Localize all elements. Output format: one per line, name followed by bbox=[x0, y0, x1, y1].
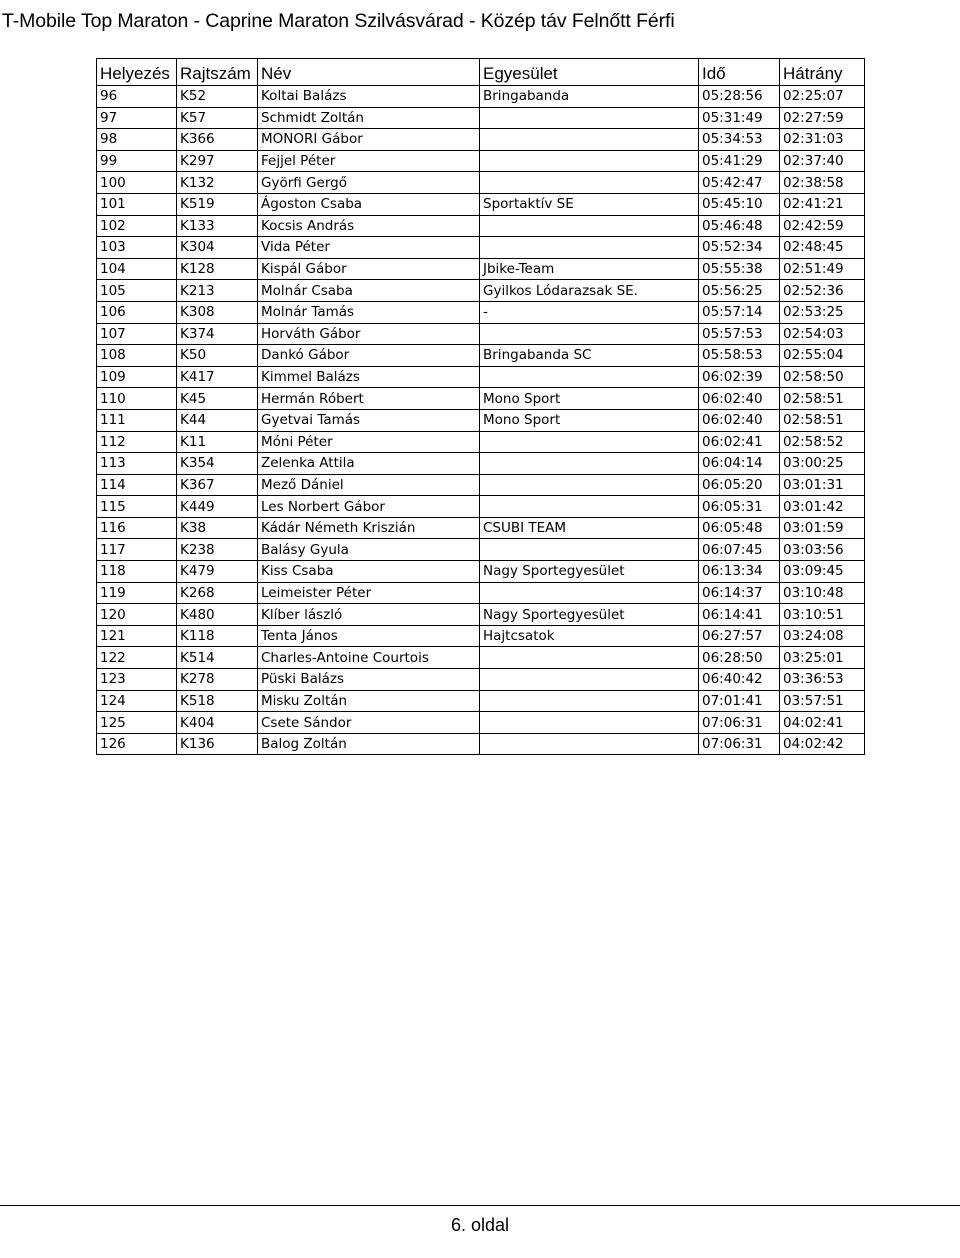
cell-position: 120 bbox=[97, 604, 177, 626]
cell-gap: 02:31:03 bbox=[780, 129, 865, 151]
table-row bbox=[97, 129, 865, 151]
cell-name: Kádár Németh Kriszián bbox=[258, 517, 480, 539]
cell-bib: K308 bbox=[177, 301, 258, 323]
cell-bib: K514 bbox=[177, 647, 258, 669]
table-row bbox=[97, 301, 865, 323]
cell-name: MONORI Gábor bbox=[258, 129, 480, 151]
cell-time: 05:58:53 bbox=[699, 345, 780, 367]
cell-gap: 02:58:50 bbox=[780, 366, 865, 388]
cell-name: Móni Péter bbox=[258, 431, 480, 453]
table-row bbox=[97, 86, 865, 108]
cell-club bbox=[480, 237, 699, 259]
cell-name: Vida Péter bbox=[258, 237, 480, 259]
cell-club: Bringabanda SC bbox=[480, 345, 699, 367]
cell-gap: 02:27:59 bbox=[780, 107, 865, 129]
cell-club bbox=[480, 366, 699, 388]
cell-position: 122 bbox=[97, 647, 177, 669]
cell-name: Molnár Tamás bbox=[258, 301, 480, 323]
cell-position: 104 bbox=[97, 258, 177, 280]
cell-bib: K480 bbox=[177, 604, 258, 626]
cell-time: 05:57:14 bbox=[699, 301, 780, 323]
table-row bbox=[97, 366, 865, 388]
cell-time: 05:28:56 bbox=[699, 86, 780, 108]
cell-time: 06:02:40 bbox=[699, 409, 780, 431]
table-row bbox=[97, 474, 865, 496]
cell-club: Jbike-Team bbox=[480, 258, 699, 280]
cell-name: Balog Zoltán bbox=[258, 733, 480, 755]
cell-bib: K133 bbox=[177, 215, 258, 237]
cell-gap: 03:00:25 bbox=[780, 453, 865, 475]
cell-time: 06:05:31 bbox=[699, 496, 780, 518]
cell-gap: 02:25:07 bbox=[780, 86, 865, 108]
cell-name: Charles-Antoine Courtois bbox=[258, 647, 480, 669]
cell-club: Nagy Sportegyesület bbox=[480, 604, 699, 626]
table-row bbox=[97, 733, 865, 755]
cell-time: 05:45:10 bbox=[699, 193, 780, 215]
cell-position: 121 bbox=[97, 625, 177, 647]
table-row bbox=[97, 215, 865, 237]
table-row bbox=[97, 539, 865, 561]
cell-position: 98 bbox=[97, 129, 177, 151]
cell-name: Fejjel Péter bbox=[258, 150, 480, 172]
cell-name: Molnár Csaba bbox=[258, 280, 480, 302]
cell-name: Schmidt Zoltán bbox=[258, 107, 480, 129]
page-title: T-Mobile Top Maraton - Caprine Maraton Szilvásvárad - Közép táv Felnőtt Férfi bbox=[2, 10, 675, 32]
cell-bib: K374 bbox=[177, 323, 258, 345]
table-row bbox=[97, 517, 865, 539]
cell-club bbox=[480, 669, 699, 691]
table-row bbox=[97, 690, 865, 712]
cell-time: 05:57:53 bbox=[699, 323, 780, 345]
table-row bbox=[97, 409, 865, 431]
cell-time: 06:07:45 bbox=[699, 539, 780, 561]
cell-gap: 02:42:59 bbox=[780, 215, 865, 237]
cell-time: 06:05:20 bbox=[699, 474, 780, 496]
cell-gap: 03:24:08 bbox=[780, 625, 865, 647]
cell-gap: 03:01:31 bbox=[780, 474, 865, 496]
header-name: Név bbox=[258, 59, 480, 86]
cell-gap: 03:36:53 bbox=[780, 669, 865, 691]
cell-time: 05:41:29 bbox=[699, 150, 780, 172]
cell-position: 113 bbox=[97, 453, 177, 475]
cell-gap: 02:53:25 bbox=[780, 301, 865, 323]
cell-name: Püski Balázs bbox=[258, 669, 480, 691]
cell-bib: K57 bbox=[177, 107, 258, 129]
table-row bbox=[97, 388, 865, 410]
table-row bbox=[97, 625, 865, 647]
cell-gap: 03:10:48 bbox=[780, 582, 865, 604]
table-row bbox=[97, 107, 865, 129]
cell-time: 06:02:41 bbox=[699, 431, 780, 453]
cell-club bbox=[480, 129, 699, 151]
cell-position: 126 bbox=[97, 733, 177, 755]
cell-club bbox=[480, 539, 699, 561]
cell-name: Kiss Csaba bbox=[258, 561, 480, 583]
cell-club: Mono Sport bbox=[480, 388, 699, 410]
cell-gap: 02:38:58 bbox=[780, 172, 865, 194]
cell-bib: K366 bbox=[177, 129, 258, 151]
cell-position: 117 bbox=[97, 539, 177, 561]
cell-position: 108 bbox=[97, 345, 177, 367]
cell-club bbox=[480, 733, 699, 755]
cell-bib: K213 bbox=[177, 280, 258, 302]
cell-club bbox=[480, 582, 699, 604]
cell-name: Györfi Gergő bbox=[258, 172, 480, 194]
table-row bbox=[97, 453, 865, 475]
cell-gap: 02:37:40 bbox=[780, 150, 865, 172]
cell-position: 112 bbox=[97, 431, 177, 453]
cell-time: 05:55:38 bbox=[699, 258, 780, 280]
cell-gap: 02:58:51 bbox=[780, 409, 865, 431]
cell-gap: 02:41:21 bbox=[780, 193, 865, 215]
cell-bib: K354 bbox=[177, 453, 258, 475]
cell-club bbox=[480, 150, 699, 172]
cell-position: 123 bbox=[97, 669, 177, 691]
cell-name: Les Norbert Gábor bbox=[258, 496, 480, 518]
cell-time: 06:14:37 bbox=[699, 582, 780, 604]
cell-gap: 03:10:51 bbox=[780, 604, 865, 626]
cell-name: Mező Dániel bbox=[258, 474, 480, 496]
cell-time: 07:06:31 bbox=[699, 712, 780, 734]
cell-bib: K118 bbox=[177, 625, 258, 647]
cell-gap: 02:55:04 bbox=[780, 345, 865, 367]
cell-bib: K297 bbox=[177, 150, 258, 172]
table-row bbox=[97, 345, 865, 367]
cell-bib: K417 bbox=[177, 366, 258, 388]
cell-name: Balásy Gyula bbox=[258, 539, 480, 561]
cell-position: 124 bbox=[97, 690, 177, 712]
cell-time: 06:02:40 bbox=[699, 388, 780, 410]
cell-position: 99 bbox=[97, 150, 177, 172]
cell-name: Ágoston Csaba bbox=[258, 193, 480, 215]
cell-position: 110 bbox=[97, 388, 177, 410]
cell-position: 114 bbox=[97, 474, 177, 496]
cell-position: 102 bbox=[97, 215, 177, 237]
table-row bbox=[97, 582, 865, 604]
cell-gap: 03:03:56 bbox=[780, 539, 865, 561]
cell-bib: K519 bbox=[177, 193, 258, 215]
cell-time: 06:04:14 bbox=[699, 453, 780, 475]
cell-club bbox=[480, 107, 699, 129]
cell-gap: 02:58:52 bbox=[780, 431, 865, 453]
cell-gap: 04:02:41 bbox=[780, 712, 865, 734]
cell-bib: K449 bbox=[177, 496, 258, 518]
table-row bbox=[97, 604, 865, 626]
cell-name: Hermán Róbert bbox=[258, 388, 480, 410]
cell-club: Sportaktív SE bbox=[480, 193, 699, 215]
cell-club bbox=[480, 496, 699, 518]
table-row bbox=[97, 258, 865, 280]
table-row bbox=[97, 561, 865, 583]
cell-bib: K304 bbox=[177, 237, 258, 259]
cell-time: 05:34:53 bbox=[699, 129, 780, 151]
cell-gap: 02:51:49 bbox=[780, 258, 865, 280]
cell-position: 118 bbox=[97, 561, 177, 583]
cell-club: Hajtcsatok bbox=[480, 625, 699, 647]
cell-club bbox=[480, 712, 699, 734]
cell-time: 06:14:41 bbox=[699, 604, 780, 626]
cell-bib: K136 bbox=[177, 733, 258, 755]
cell-club bbox=[480, 323, 699, 345]
table-row bbox=[97, 150, 865, 172]
cell-club bbox=[480, 647, 699, 669]
cell-name: Kocsis András bbox=[258, 215, 480, 237]
cell-gap: 03:01:42 bbox=[780, 496, 865, 518]
table-row bbox=[97, 237, 865, 259]
cell-club: CSUBI TEAM bbox=[480, 517, 699, 539]
cell-gap: 02:48:45 bbox=[780, 237, 865, 259]
cell-time: 06:27:57 bbox=[699, 625, 780, 647]
cell-name: Leimeister Péter bbox=[258, 582, 480, 604]
cell-bib: K11 bbox=[177, 431, 258, 453]
header-position: Helyezés bbox=[97, 59, 177, 86]
cell-position: 109 bbox=[97, 366, 177, 388]
cell-club bbox=[480, 215, 699, 237]
cell-bib: K44 bbox=[177, 409, 258, 431]
cell-position: 100 bbox=[97, 172, 177, 194]
table-row bbox=[97, 647, 865, 669]
cell-bib: K518 bbox=[177, 690, 258, 712]
cell-name: Horváth Gábor bbox=[258, 323, 480, 345]
cell-name: Dankó Gábor bbox=[258, 345, 480, 367]
cell-position: 125 bbox=[97, 712, 177, 734]
header-time: Idő bbox=[699, 59, 780, 86]
cell-gap: 02:58:51 bbox=[780, 388, 865, 410]
cell-club bbox=[480, 690, 699, 712]
cell-bib: K479 bbox=[177, 561, 258, 583]
cell-bib: K128 bbox=[177, 258, 258, 280]
cell-time: 05:46:48 bbox=[699, 215, 780, 237]
header-bib: Rajtszám bbox=[177, 59, 258, 86]
table-row bbox=[97, 193, 865, 215]
cell-bib: K367 bbox=[177, 474, 258, 496]
header-gap: Hátrány bbox=[780, 59, 865, 86]
cell-time: 05:52:34 bbox=[699, 237, 780, 259]
cell-time: 05:42:47 bbox=[699, 172, 780, 194]
table-row bbox=[97, 669, 865, 691]
cell-position: 111 bbox=[97, 409, 177, 431]
cell-gap: 03:57:51 bbox=[780, 690, 865, 712]
cell-name: Kispál Gábor bbox=[258, 258, 480, 280]
cell-gap: 03:25:01 bbox=[780, 647, 865, 669]
cell-time: 05:56:25 bbox=[699, 280, 780, 302]
cell-bib: K38 bbox=[177, 517, 258, 539]
results-table bbox=[96, 58, 865, 755]
cell-club bbox=[480, 453, 699, 475]
cell-position: 106 bbox=[97, 301, 177, 323]
cell-name: Gyetvai Tamás bbox=[258, 409, 480, 431]
cell-bib: K52 bbox=[177, 86, 258, 108]
cell-position: 101 bbox=[97, 193, 177, 215]
cell-club: Gyilkos Lódarazsak SE. bbox=[480, 280, 699, 302]
cell-gap: 02:54:03 bbox=[780, 323, 865, 345]
cell-time: 07:06:31 bbox=[699, 733, 780, 755]
cell-position: 107 bbox=[97, 323, 177, 345]
cell-position: 105 bbox=[97, 280, 177, 302]
results-body bbox=[97, 86, 865, 755]
cell-bib: K45 bbox=[177, 388, 258, 410]
cell-name: Kimmel Balázs bbox=[258, 366, 480, 388]
cell-gap: 02:52:36 bbox=[780, 280, 865, 302]
cell-position: 97 bbox=[97, 107, 177, 129]
page-number: 6. oldal bbox=[450, 1215, 510, 1235]
cell-time: 07:01:41 bbox=[699, 690, 780, 712]
table-row bbox=[97, 323, 865, 345]
cell-club: Nagy Sportegyesület bbox=[480, 561, 699, 583]
cell-name: Zelenka Attila bbox=[258, 453, 480, 475]
cell-club bbox=[480, 474, 699, 496]
table-row bbox=[97, 280, 865, 302]
cell-time: 06:02:39 bbox=[699, 366, 780, 388]
cell-name: Csete Sándor bbox=[258, 712, 480, 734]
cell-name: Klíber lászló bbox=[258, 604, 480, 626]
cell-position: 115 bbox=[97, 496, 177, 518]
header-club: Egyesület bbox=[480, 59, 699, 86]
table-row bbox=[97, 172, 865, 194]
cell-club: Bringabanda bbox=[480, 86, 699, 108]
cell-club: Mono Sport bbox=[480, 409, 699, 431]
table-row bbox=[97, 431, 865, 453]
cell-time: 06:13:34 bbox=[699, 561, 780, 583]
cell-bib: K50 bbox=[177, 345, 258, 367]
cell-time: 06:05:48 bbox=[699, 517, 780, 539]
cell-bib: K238 bbox=[177, 539, 258, 561]
cell-name: Koltai Balázs bbox=[258, 86, 480, 108]
cell-position: 96 bbox=[97, 86, 177, 108]
cell-bib: K132 bbox=[177, 172, 258, 194]
cell-position: 116 bbox=[97, 517, 177, 539]
cell-name: Misku Zoltán bbox=[258, 690, 480, 712]
footer-divider bbox=[0, 1205, 960, 1206]
cell-bib: K268 bbox=[177, 582, 258, 604]
table-row bbox=[97, 712, 865, 734]
cell-time: 05:31:49 bbox=[699, 107, 780, 129]
cell-club bbox=[480, 431, 699, 453]
cell-position: 119 bbox=[97, 582, 177, 604]
cell-name: Tenta János bbox=[258, 625, 480, 647]
cell-club bbox=[480, 172, 699, 194]
cell-gap: 03:01:59 bbox=[780, 517, 865, 539]
cell-club: - bbox=[480, 301, 699, 323]
cell-position: 103 bbox=[97, 237, 177, 259]
cell-gap: 03:09:45 bbox=[780, 561, 865, 583]
table-row bbox=[97, 496, 865, 518]
table-header-row bbox=[97, 59, 865, 86]
cell-bib: K404 bbox=[177, 712, 258, 734]
cell-time: 06:40:42 bbox=[699, 669, 780, 691]
cell-gap: 04:02:42 bbox=[780, 733, 865, 755]
cell-bib: K278 bbox=[177, 669, 258, 691]
cell-time: 06:28:50 bbox=[699, 647, 780, 669]
